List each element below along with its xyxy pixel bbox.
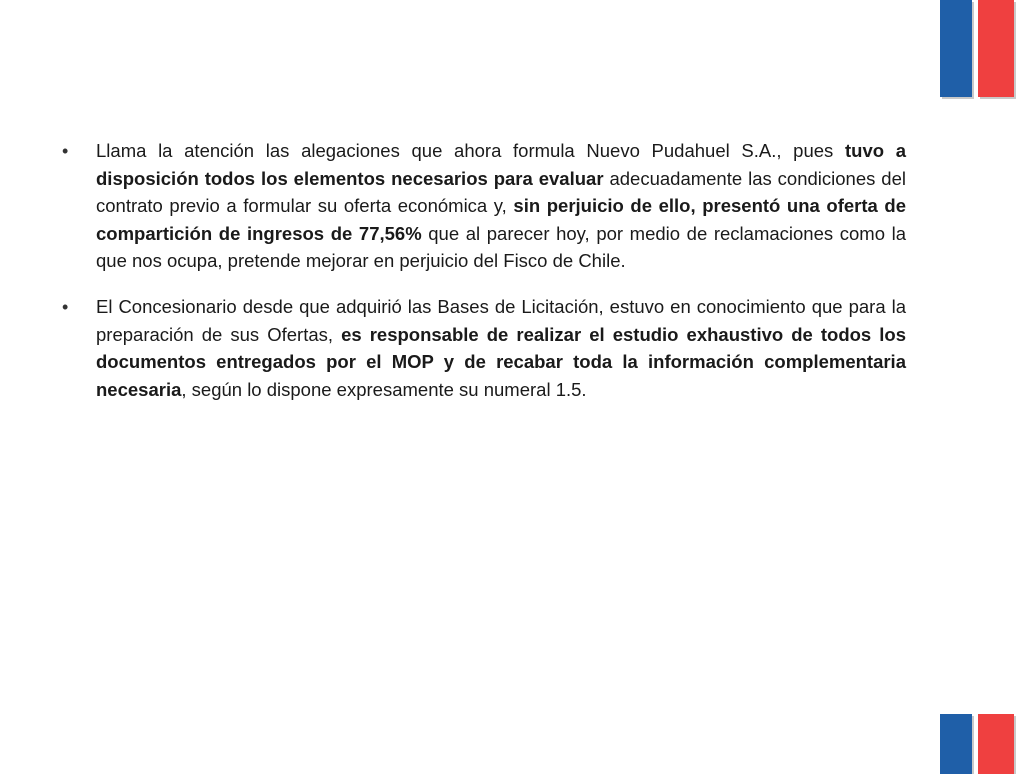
chile-flag-decoration-bottom [940,714,1014,774]
bullet-item [62,137,906,275]
bullet-text-segment: adecuadamente las condiciones del contrato previo a formular su oferta económica y, [96,167,906,217]
flag-blue-stripe [940,0,972,97]
bullet-item [62,293,906,403]
bullet-text-segment: , según lo dispone expresamente su numeral 1.5. [181,378,587,400]
bullet-text-bold-segment: tuvo a disposición todos los elementos necesarios para evaluar [96,140,906,189]
bullet-text [96,137,906,275]
flag-blue-stripe [940,714,972,774]
bullet-text [96,293,906,403]
bullet-marker: • [62,296,69,317]
flag-red-stripe [978,714,1014,774]
flag-red-stripe [978,0,1014,97]
bullet-marker: • [62,141,69,161]
bullet-text-segment: que al parecer hoy, por medio de reclamaciones como la que nos ocupa, pretende mejorar en perjuicio del Fisco de Chile. [96,222,906,272]
bullet-text-bold-segment: es responsable de realizar el estudio exhaustivo de todos los documentos entregados por el MOP y de recabar toda la información complementaria necesaria [96,323,906,400]
bullet-text-segment: El Concesionario desde que adquirió las Bases de Licitación, estuvo en conocimiento que para la preparación de sus Ofertas, [96,295,906,345]
slide-content [62,137,906,421]
bullet-text-bold-segment: sin perjuicio de ello, presentó una oferta de compartición de ingresos de 77,56% [96,195,906,244]
bullet-text-segment: Llama la atención las alegaciones que ahora formula Nuevo Pudahuel S.A., pues [96,140,845,161]
chile-flag-decoration-top [940,0,1014,97]
